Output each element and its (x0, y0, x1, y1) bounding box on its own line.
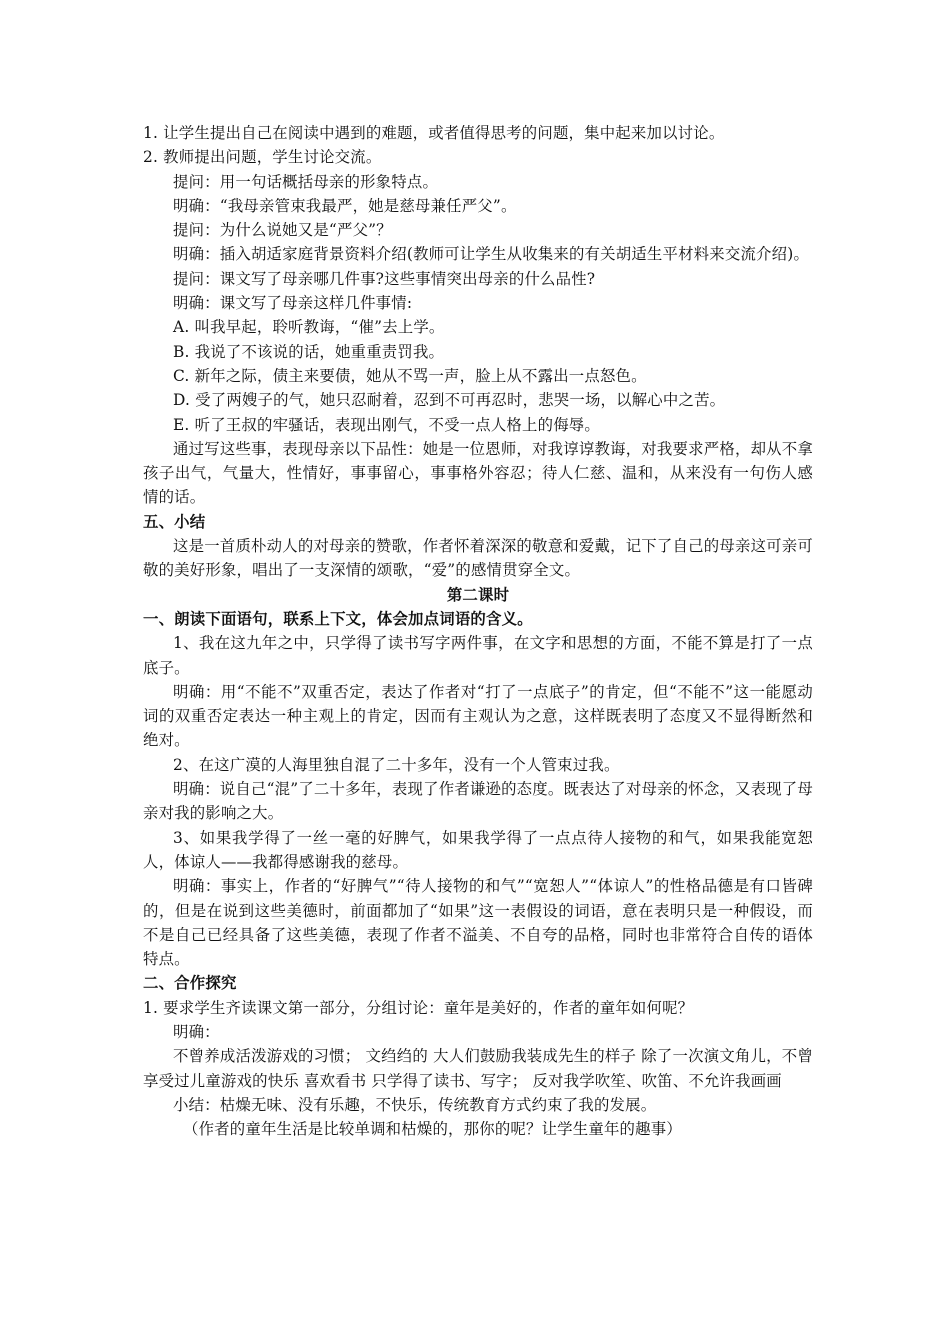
text-paragraph: 通过写这些事，表现母亲以下品性：她是一位恩师，对我谆谆教诲，对我要求严格，却从不拿孩子出气，气量大，性情好，事事留心，事事格外容忍；待人仁慈、温和，从来没有一句伤人感情的话。 (143, 439, 813, 507)
text-line: 2、在这广漠的人海里独自混了二十多年，没有一个人管束过我。 (173, 755, 620, 774)
list-item: A. 叫我早起，聆听教诲，“催”去上学。 (173, 318, 445, 337)
text-line: 明确：课文写了母亲这样几件事情: (173, 294, 413, 313)
lesson-title: 第二课时 (446, 585, 510, 604)
text-paragraph: 明确：用“不能不”双重否定，表达了作者对“打了一点底子”的肯定，但“不能不”这一能愿动词的双重否定表达一种主观上的肯定，因而有主观认为之意，这样既表明了态度又不显得断然和绝对。 (143, 682, 813, 750)
list-item: B. 我说了不该说的话，她重重责罚我。 (173, 342, 445, 361)
text-paragraph: 不曾养成活泼游戏的习惯； 文绉绉的 大人们鼓励我装成先生的样子 除了一次演文角儿，不曾享受过儿童游戏的快乐 喜欢看书 只学得了读书、写字； 反对我学吹笙、吹笛、不允许我画画 (143, 1047, 813, 1090)
text-line: （作者的童年生活是比较单调和枯燥的，那你的呢？让学生童年的趣事） (183, 1120, 682, 1139)
section-heading: 一、朗读下面语句，联系上下文，体会加点词语的含义。 (143, 609, 533, 628)
text-line: 1. 要求学生齐读课文第一部分，分组讨论：童年是美好的，作者的童年如何呢？ (143, 998, 694, 1017)
text-paragraph: 1、我在这九年之中，只学得了读书写字两件事，在文字和思想的方面，不能不算是打了一点底子。 (143, 634, 813, 677)
text-line: 提问：用一句话概括母亲的形象特点。 (173, 172, 439, 191)
section-heading: 二、合作探究 (143, 974, 237, 993)
list-item: D. 受了两嫂子的气，她只忍耐着，忍到不可再忍时，悲哭一场，以解心中之苦。 (173, 391, 726, 410)
text-line: 提问：为什么说她又是“严父”？ (173, 221, 392, 240)
section-heading: 五、小结 (143, 512, 206, 531)
list-item: E. 听了王叔的牢骚话，表现出刚气，不受一点人格上的侮辱。 (173, 415, 600, 434)
text-line: 1. 让学生提出自己在阅读中遇到的难题，或者值得思考的问题，集中起来加以讨论。 (143, 124, 725, 142)
text-paragraph: 这是一首质朴动人的对母亲的赞歌，作者怀着深深的敬意和爱戴，记下了自己的母亲这可亲可敬的美好形象，唱出了一支深情的颂歌，“爱”的感情贯穿全文。 (143, 537, 813, 580)
text-line: 提问：课文写了母亲哪几件事?这些事情突出母亲的什么品性? (173, 269, 596, 288)
text-line: 明确：“我母亲管束我最严，她是慈母兼任严父”。 (173, 196, 517, 215)
list-item: C. 新年之际，债主来要债，她从不骂一声，脸上从不露出一点怒色。 (173, 366, 647, 385)
document-page (143, 121, 813, 1141)
text-line: 明确： (173, 1022, 220, 1041)
text-paragraph: 明确：说自己“混”了二十多年，表现了作者谦逊的态度。既表达了对母亲的怀念，又表现了母亲对我的影响之大。 (143, 780, 813, 823)
text-line: 2. 教师提出问题，学生讨论交流。 (143, 148, 382, 167)
text-paragraph: 3、如果我学得了一丝一毫的好脾气，如果我学得了一点点待人接物的和气，如果我能宽恕人，体谅人——我都得感谢我的慈母。 (143, 828, 813, 871)
text-paragraph: 明确：事实上，作者的“好脾气”“待人接物的和气”“宽恕人”“体谅人”的性格品德是有口皆碑的，但是在说到这些美德时，前面都加了“如果”这一表假设的词语，意在表明只是一种假设，而不是自己已经具备了这些美德，表现了作者不溢美、不自夸的品格，同时也非常符合自传的语体特点。 (143, 877, 813, 969)
text-line: 小结：枯燥无味、没有乐趣，不快乐，传统教育方式约束了我的发展。 (173, 1095, 657, 1114)
text-paragraph: 明确：插入胡适家庭背景资料介绍(教师可让学生从收集来的有关胡适生平材料来交流介绍)。 (173, 245, 810, 264)
